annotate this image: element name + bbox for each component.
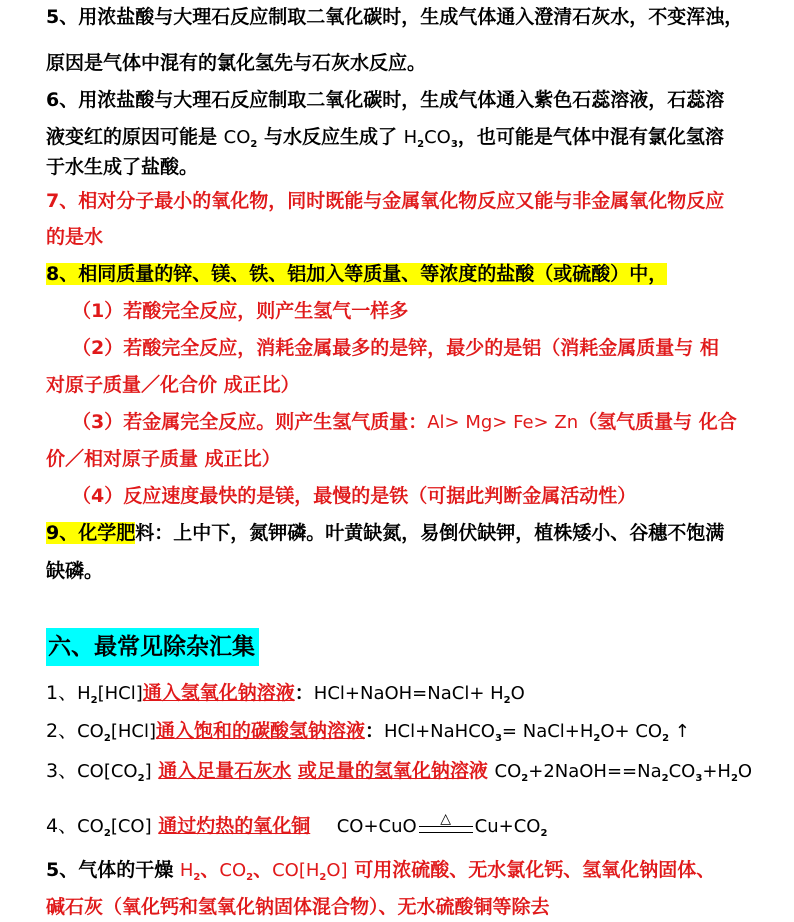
item-5-line-2: 原因是气体中混有的氯化氢先与石灰水反应。 [46, 52, 427, 74]
item-9-line-2: 缺磷。 [46, 560, 104, 582]
equals-bar [419, 826, 473, 833]
item-8-point-2-line-1: （2）若酸完全反应，消耗金属最多的是锌，最少的是铝（消耗金属质量与 相 [72, 337, 719, 359]
item-8-title: 8、相同质量的锌、镁、铁、铝加入等质量、等浓度的盐酸（或硫酸）中， [46, 263, 668, 285]
item-8-point-3-line-2: 价／相对原子质量 成正比） [46, 448, 281, 470]
item-8-point-2-line-2: 对原子质量／化合价 成正比） [46, 374, 300, 396]
removal-item-4: 4、$CO_2[CO]$ 通过灼热的氧化铜 CO+CuO △ $Cu+CO_2$ [46, 811, 548, 839]
item-8-point-1: （1）若酸完全反应，则产生氢气一样多 [72, 300, 409, 322]
removal-item-5-line-1: 5、气体的干燥 $H_2$、$CO_2$、$CO[H_2O]$ 可用浓硫酸、无水氯化钙、氢氧化钠固体、 [46, 859, 716, 883]
item-8-point-4: （4）反应速度最快的是镁，最慢的是铁（可据此判断金属活动性） [72, 485, 637, 507]
item-9-line-1: 9、化学肥料：上中下，氮钾磷。叶黄缺氮，易倒伏缺钾，植株矮小、谷穗不饱满 [46, 522, 725, 544]
item-7-line-1: 7、相对分子最小的氧化物，同时既能与金属氧化物反应又能与非金属氧化物反应 [46, 190, 725, 212]
heat-arrow [419, 812, 473, 840]
removal-item-3: 3、$CO[CO_2]$ 通入足量石灰水 或足量的氢氧化钠溶液 $CO_2+2NaOH==Na_2CO_3+H_2O$ [46, 760, 753, 784]
item-6-line-1: 6、用浓盐酸与大理石反应制取二氧化碳时，生成气体通入紫色石蕊溶液，石蕊溶 [46, 89, 725, 111]
removal-item-5-line-2: 碱石灰（氧化钙和氢氧化钠固体混合物）、无水硫酸铜等除去 [46, 896, 550, 918]
item-6-line-2: 液变红的原因可能是 $CO_2$ 与水反应生成了 $H_2CO_3$，也可能是气体中混有氯化氢溶 [46, 126, 724, 150]
item-7-line-2: 的是水 [46, 226, 104, 248]
item-8-point-3-line-1: （3）若金属完全反应。则产生氢气质量：Al> Mg> Fe> Zn（氢气质量与 化合 [72, 411, 737, 433]
removal-item-1: 1、$H_2[HCl]$通入氢氧化钠溶液：HCl+NaOH=NaCl+ $H_2O$ [46, 682, 525, 706]
item-5-line-1: 5、用浓盐酸与大理石反应制取二氧化碳时，生成气体通入澄清石灰水，不变浑浊， [46, 6, 744, 28]
item-6-line-3: 于水生成了盐酸。 [46, 156, 199, 178]
heat-triangle-icon: △ [440, 811, 452, 827]
section-title: 六、最常见除杂汇集 [46, 634, 259, 660]
removal-item-2: 2、$CO_2[HCl]$通入饱和的碳酸氢钠溶液：HCl+NaHCO$_3$= $NaCl+H_2O+ CO_2$ ↑ [46, 720, 690, 744]
